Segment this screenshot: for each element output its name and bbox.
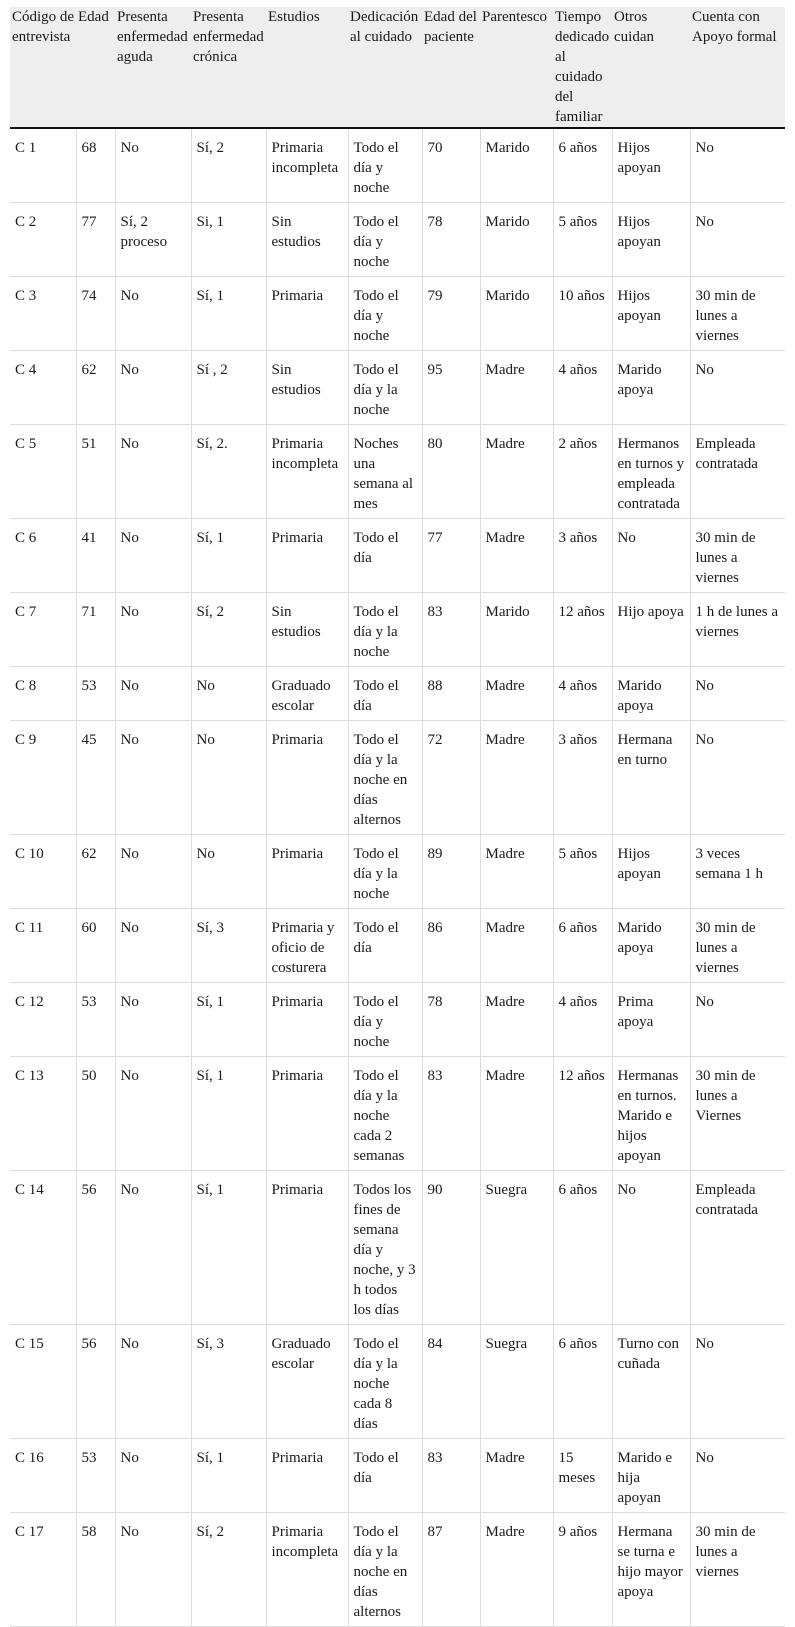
cell-enfermedad-aguda: No bbox=[115, 277, 191, 351]
cell-enfermedad-aguda: No bbox=[115, 983, 191, 1057]
cell-apoyo-formal: No bbox=[690, 1439, 785, 1513]
cell-edad: 50 bbox=[76, 1057, 115, 1171]
cell-edad: 45 bbox=[76, 721, 115, 835]
cell-edad: 62 bbox=[76, 835, 115, 909]
cell-parentesco: Madre bbox=[480, 983, 553, 1057]
cell-dedicacion: Todo el día y la noche bbox=[348, 593, 422, 667]
cell-parentesco: Suegra bbox=[480, 1325, 553, 1439]
table-row bbox=[10, 351, 785, 425]
cell-parentesco: Marido bbox=[480, 203, 553, 277]
cell-edad: 53 bbox=[76, 1439, 115, 1513]
cell-edad-paciente: 79 bbox=[422, 277, 480, 351]
cell-enfermedad-aguda: No bbox=[115, 351, 191, 425]
cell-enfermedad-aguda: No bbox=[115, 835, 191, 909]
cell-enfermedad-cronica: Sí, 1 bbox=[191, 277, 266, 351]
cell-apoyo-formal: No bbox=[690, 1325, 785, 1439]
cell-parentesco: Madre bbox=[480, 351, 553, 425]
cell-dedicacion: Todo el día y noche bbox=[348, 203, 422, 277]
cell-estudios: Primaria bbox=[266, 1057, 348, 1171]
cell-enfermedad-aguda: No bbox=[115, 1171, 191, 1325]
cell-otros-cuidan: Prima apoya bbox=[612, 983, 690, 1057]
cell-estudios: Primaria incompleta bbox=[266, 425, 348, 519]
cell-edad: 41 bbox=[76, 519, 115, 593]
cell-edad-paciente: 77 bbox=[422, 519, 480, 593]
cell-estudios: Primaria bbox=[266, 277, 348, 351]
cell-parentesco: Madre bbox=[480, 425, 553, 519]
cell-dedicacion: Todo el día y noche bbox=[348, 128, 422, 203]
cell-parentesco: Madre bbox=[480, 519, 553, 593]
cell-enfermedad-cronica: No bbox=[191, 835, 266, 909]
cell-edad-paciente: 83 bbox=[422, 593, 480, 667]
cell-apoyo-formal: No bbox=[690, 351, 785, 425]
cell-enfermedad-cronica: Sí, 1 bbox=[191, 1171, 266, 1325]
table-row bbox=[10, 203, 785, 277]
cell-edad: 74 bbox=[76, 277, 115, 351]
table-row bbox=[10, 667, 785, 721]
cell-dedicacion: Todos los fines de semana día y noche, y 3 h todos los días bbox=[348, 1171, 422, 1325]
cell-dedicacion: Todo el día bbox=[348, 667, 422, 721]
cell-enfermedad-aguda: Sí, 2 proceso bbox=[115, 203, 191, 277]
cell-enfermedad-cronica: No bbox=[191, 721, 266, 835]
cell-apoyo-formal: 30 min de lunes a viernes bbox=[690, 277, 785, 351]
cell-otros-cuidan: Hijos apoyan bbox=[612, 128, 690, 203]
cell-enfermedad-cronica: Si, 1 bbox=[191, 203, 266, 277]
cell-edad-paciente: 89 bbox=[422, 835, 480, 909]
cell-edad: 56 bbox=[76, 1325, 115, 1439]
cell-codigo: C 10 bbox=[10, 835, 76, 909]
cell-apoyo-formal: 3 veces semana 1 h bbox=[690, 835, 785, 909]
cell-parentesco: Suegra bbox=[480, 1171, 553, 1325]
cell-enfermedad-cronica: Sí, 1 bbox=[191, 1439, 266, 1513]
cell-apoyo-formal: 30 min de lunes a viernes bbox=[690, 1513, 785, 1627]
cell-enfermedad-cronica: Sí, 3 bbox=[191, 1325, 266, 1439]
cell-edad-paciente: 78 bbox=[422, 203, 480, 277]
cell-enfermedad-cronica: Sí , 2 bbox=[191, 351, 266, 425]
table-row bbox=[10, 519, 785, 593]
table-row bbox=[10, 909, 785, 983]
cell-parentesco: Marido bbox=[480, 128, 553, 203]
cell-otros-cuidan: Hermana en turno bbox=[612, 721, 690, 835]
cell-otros-cuidan: No bbox=[612, 1171, 690, 1325]
cell-estudios: Primaria bbox=[266, 1171, 348, 1325]
cell-enfermedad-aguda: No bbox=[115, 1057, 191, 1171]
cell-edad: 62 bbox=[76, 351, 115, 425]
cell-enfermedad-cronica: Sí, 2. bbox=[191, 425, 266, 519]
header-edad-paciente: Edad del paciente bbox=[422, 7, 480, 128]
cell-edad: 51 bbox=[76, 425, 115, 519]
cell-edad: 77 bbox=[76, 203, 115, 277]
cell-enfermedad-aguda: No bbox=[115, 1513, 191, 1627]
cell-edad: 68 bbox=[76, 128, 115, 203]
cell-edad-paciente: 87 bbox=[422, 1513, 480, 1627]
cell-codigo: C 15 bbox=[10, 1325, 76, 1439]
cell-estudios: Sin estudios bbox=[266, 351, 348, 425]
cell-edad-paciente: 90 bbox=[422, 1171, 480, 1325]
cell-tiempo-dedicado: 6 años bbox=[553, 1171, 612, 1325]
cell-parentesco: Marido bbox=[480, 277, 553, 351]
table-row bbox=[10, 1513, 785, 1627]
table-row bbox=[10, 835, 785, 909]
cell-parentesco: Madre bbox=[480, 1057, 553, 1171]
cell-estudios: Sin estudios bbox=[266, 593, 348, 667]
cell-edad-paciente: 83 bbox=[422, 1057, 480, 1171]
cell-otros-cuidan: Hermana se turna e hijo mayor apoya bbox=[612, 1513, 690, 1627]
cell-apoyo-formal: No bbox=[690, 983, 785, 1057]
cell-estudios: Primaria bbox=[266, 1439, 348, 1513]
cell-apoyo-formal: 1 h de lunes a viernes bbox=[690, 593, 785, 667]
header-enfermedad-aguda: Presenta enfermedad aguda bbox=[115, 7, 191, 128]
cell-apoyo-formal: 30 min de lunes a viernes bbox=[690, 519, 785, 593]
cell-enfermedad-aguda: No bbox=[115, 721, 191, 835]
cell-apoyo-formal: No bbox=[690, 203, 785, 277]
table-row bbox=[10, 721, 785, 835]
cell-codigo: C 13 bbox=[10, 1057, 76, 1171]
table-row bbox=[10, 593, 785, 667]
cell-tiempo-dedicado: 4 años bbox=[553, 351, 612, 425]
cell-tiempo-dedicado: 6 años bbox=[553, 128, 612, 203]
table-row bbox=[10, 1439, 785, 1513]
cell-edad-paciente: 95 bbox=[422, 351, 480, 425]
cell-codigo: C 5 bbox=[10, 425, 76, 519]
cell-edad-paciente: 70 bbox=[422, 128, 480, 203]
cell-estudios: Graduado escolar bbox=[266, 1325, 348, 1439]
cell-parentesco: Madre bbox=[480, 909, 553, 983]
cell-otros-cuidan: Hermanas en turnos. Marido e hijos apoyan bbox=[612, 1057, 690, 1171]
cell-edad: 53 bbox=[76, 983, 115, 1057]
header-otros-cuidan: Otros cuidan bbox=[612, 7, 690, 128]
cell-apoyo-formal: No bbox=[690, 721, 785, 835]
cell-enfermedad-aguda: No bbox=[115, 593, 191, 667]
cell-dedicacion: Todo el día y la noche cada 2 semanas bbox=[348, 1057, 422, 1171]
caregiver-interview-table bbox=[10, 7, 785, 1627]
cell-otros-cuidan: Turno con cuñada bbox=[612, 1325, 690, 1439]
table-row bbox=[10, 1171, 785, 1325]
cell-codigo: C 3 bbox=[10, 277, 76, 351]
cell-enfermedad-cronica: Sí, 1 bbox=[191, 1057, 266, 1171]
cell-dedicacion: Todo el día y la noche en días alternos bbox=[348, 1513, 422, 1627]
cell-enfermedad-cronica: Sí, 1 bbox=[191, 983, 266, 1057]
cell-tiempo-dedicado: 15 meses bbox=[553, 1439, 612, 1513]
table-row bbox=[10, 1057, 785, 1171]
cell-tiempo-dedicado: 2 años bbox=[553, 425, 612, 519]
cell-tiempo-dedicado: 3 años bbox=[553, 721, 612, 835]
cell-tiempo-dedicado: 12 años bbox=[553, 593, 612, 667]
cell-estudios: Graduado escolar bbox=[266, 667, 348, 721]
cell-tiempo-dedicado: 4 años bbox=[553, 667, 612, 721]
cell-tiempo-dedicado: 6 años bbox=[553, 1325, 612, 1439]
cell-otros-cuidan: Hijos apoyan bbox=[612, 277, 690, 351]
header-edad: Edad bbox=[76, 7, 115, 128]
table-body bbox=[10, 128, 785, 1627]
cell-edad-paciente: 88 bbox=[422, 667, 480, 721]
cell-codigo: C 1 bbox=[10, 128, 76, 203]
cell-parentesco: Marido bbox=[480, 593, 553, 667]
cell-dedicacion: Todo el día y la noche cada 8 días bbox=[348, 1325, 422, 1439]
cell-parentesco: Madre bbox=[480, 1513, 553, 1627]
cell-parentesco: Madre bbox=[480, 721, 553, 835]
cell-apoyo-formal: No bbox=[690, 667, 785, 721]
cell-otros-cuidan: Marido apoya bbox=[612, 667, 690, 721]
header-estudios: Estudios bbox=[266, 7, 348, 128]
cell-edad-paciente: 78 bbox=[422, 983, 480, 1057]
cell-edad: 71 bbox=[76, 593, 115, 667]
cell-edad-paciente: 80 bbox=[422, 425, 480, 519]
cell-codigo: C 8 bbox=[10, 667, 76, 721]
cell-codigo: C 14 bbox=[10, 1171, 76, 1325]
cell-tiempo-dedicado: 4 años bbox=[553, 983, 612, 1057]
cell-otros-cuidan: Hijos apoyan bbox=[612, 835, 690, 909]
cell-edad: 56 bbox=[76, 1171, 115, 1325]
cell-estudios: Primaria bbox=[266, 519, 348, 593]
cell-enfermedad-aguda: No bbox=[115, 519, 191, 593]
cell-tiempo-dedicado: 5 años bbox=[553, 203, 612, 277]
header-codigo: Código de entrevista bbox=[10, 7, 76, 128]
cell-apoyo-formal: No bbox=[690, 128, 785, 203]
header-tiempo-dedicado: Tiempo dedicado al cuidado del familiar bbox=[553, 7, 612, 128]
cell-estudios: Sin estudios bbox=[266, 203, 348, 277]
table-row bbox=[10, 1325, 785, 1439]
cell-dedicacion: Todo el día bbox=[348, 519, 422, 593]
cell-edad-paciente: 84 bbox=[422, 1325, 480, 1439]
cell-estudios: Primaria incompleta bbox=[266, 1513, 348, 1627]
cell-codigo: C 17 bbox=[10, 1513, 76, 1627]
cell-tiempo-dedicado: 10 años bbox=[553, 277, 612, 351]
cell-edad-paciente: 83 bbox=[422, 1439, 480, 1513]
cell-parentesco: Madre bbox=[480, 835, 553, 909]
cell-estudios: Primaria incompleta bbox=[266, 128, 348, 203]
cell-enfermedad-cronica: Sí, 1 bbox=[191, 519, 266, 593]
cell-codigo: C 16 bbox=[10, 1439, 76, 1513]
cell-codigo: C 2 bbox=[10, 203, 76, 277]
cell-otros-cuidan: Marido e hija apoyan bbox=[612, 1439, 690, 1513]
cell-otros-cuidan: Hermanos en turnos y empleada contratada bbox=[612, 425, 690, 519]
cell-parentesco: Madre bbox=[480, 667, 553, 721]
cell-apoyo-formal: Empleada contratada bbox=[690, 1171, 785, 1325]
header-enfermedad-cronica: Presenta enfermedad crónica bbox=[191, 7, 266, 128]
cell-codigo: C 4 bbox=[10, 351, 76, 425]
cell-tiempo-dedicado: 9 años bbox=[553, 1513, 612, 1627]
cell-tiempo-dedicado: 12 años bbox=[553, 1057, 612, 1171]
cell-apoyo-formal: 30 min de lunes a viernes bbox=[690, 909, 785, 983]
cell-enfermedad-cronica: Sí, 2 bbox=[191, 1513, 266, 1627]
header-row bbox=[10, 7, 785, 128]
cell-otros-cuidan: Hijos apoyan bbox=[612, 203, 690, 277]
cell-dedicacion: Todo el día y la noche bbox=[348, 835, 422, 909]
table-row bbox=[10, 983, 785, 1057]
cell-dedicacion: Todo el día bbox=[348, 909, 422, 983]
table-row bbox=[10, 277, 785, 351]
cell-codigo: C 7 bbox=[10, 593, 76, 667]
table-row bbox=[10, 128, 785, 203]
cell-otros-cuidan: No bbox=[612, 519, 690, 593]
cell-edad: 58 bbox=[76, 1513, 115, 1627]
cell-codigo: C 6 bbox=[10, 519, 76, 593]
cell-codigo: C 11 bbox=[10, 909, 76, 983]
cell-apoyo-formal: 30 min de lunes a Viernes bbox=[690, 1057, 785, 1171]
header-parentesco: Parentesco bbox=[480, 7, 553, 128]
cell-edad: 60 bbox=[76, 909, 115, 983]
cell-dedicacion: Todo el día y la noche bbox=[348, 351, 422, 425]
cell-enfermedad-cronica: Sí, 3 bbox=[191, 909, 266, 983]
cell-otros-cuidan: Marido apoya bbox=[612, 351, 690, 425]
cell-estudios: Primaria y oficio de costurera bbox=[266, 909, 348, 983]
cell-enfermedad-aguda: No bbox=[115, 667, 191, 721]
cell-enfermedad-aguda: No bbox=[115, 1439, 191, 1513]
cell-estudios: Primaria bbox=[266, 721, 348, 835]
cell-dedicacion: Todo el día y noche bbox=[348, 983, 422, 1057]
cell-edad-paciente: 86 bbox=[422, 909, 480, 983]
cell-enfermedad-cronica: No bbox=[191, 667, 266, 721]
header-dedicacion: Dedicación al cuidado bbox=[348, 7, 422, 128]
cell-tiempo-dedicado: 3 años bbox=[553, 519, 612, 593]
cell-enfermedad-aguda: No bbox=[115, 909, 191, 983]
cell-dedicacion: Noches una semana al mes bbox=[348, 425, 422, 519]
cell-enfermedad-aguda: No bbox=[115, 128, 191, 203]
cell-otros-cuidan: Marido apoya bbox=[612, 909, 690, 983]
table-container bbox=[10, 7, 785, 1627]
header-apoyo-formal: Cuenta con Apoyo formal bbox=[690, 7, 785, 128]
cell-apoyo-formal: Empleada contratada bbox=[690, 425, 785, 519]
table-row bbox=[10, 425, 785, 519]
cell-estudios: Primaria bbox=[266, 983, 348, 1057]
cell-edad: 53 bbox=[76, 667, 115, 721]
cell-codigo: C 9 bbox=[10, 721, 76, 835]
cell-enfermedad-aguda: No bbox=[115, 425, 191, 519]
cell-tiempo-dedicado: 6 años bbox=[553, 909, 612, 983]
cell-dedicacion: Todo el día bbox=[348, 1439, 422, 1513]
cell-edad-paciente: 72 bbox=[422, 721, 480, 835]
cell-enfermedad-aguda: No bbox=[115, 1325, 191, 1439]
cell-enfermedad-cronica: Sí, 2 bbox=[191, 593, 266, 667]
cell-tiempo-dedicado: 5 años bbox=[553, 835, 612, 909]
cell-dedicacion: Todo el día y la noche en días alternos bbox=[348, 721, 422, 835]
cell-otros-cuidan: Hijo apoya bbox=[612, 593, 690, 667]
cell-codigo: C 12 bbox=[10, 983, 76, 1057]
cell-dedicacion: Todo el día y noche bbox=[348, 277, 422, 351]
cell-estudios: Primaria bbox=[266, 835, 348, 909]
cell-parentesco: Madre bbox=[480, 1439, 553, 1513]
cell-enfermedad-cronica: Sí, 2 bbox=[191, 128, 266, 203]
